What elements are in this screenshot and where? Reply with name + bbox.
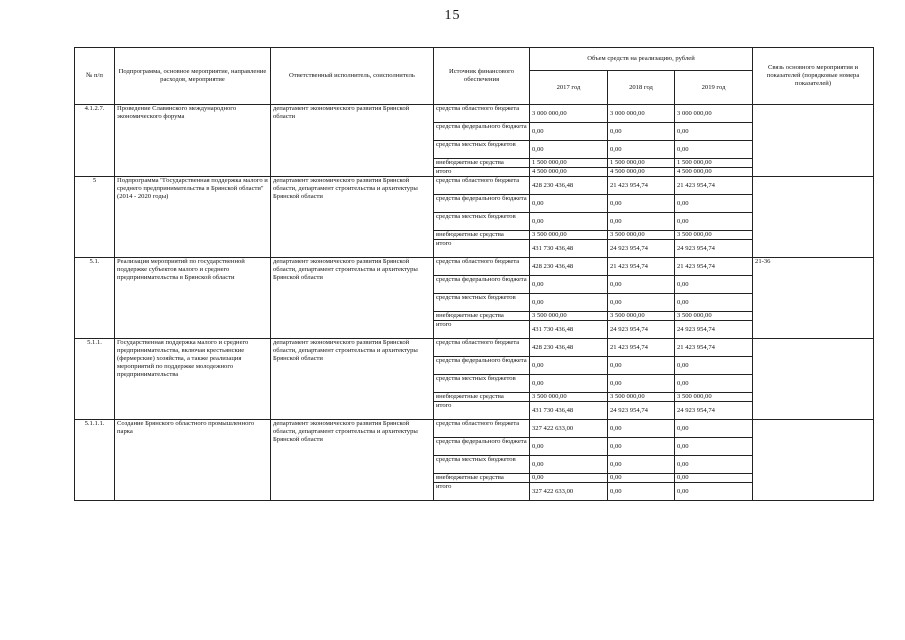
value-2018: 0,00 bbox=[608, 195, 675, 213]
value-2018: 24 923 954,74 bbox=[608, 402, 675, 420]
row-source: средства областного бюджета bbox=[434, 420, 530, 438]
value-2017: 327 422 633,00 bbox=[530, 483, 608, 501]
value-2018: 0,00 bbox=[608, 456, 675, 474]
header-source: Источник финансового обеспечения bbox=[434, 48, 530, 105]
value-2017: 0,00 bbox=[530, 438, 608, 456]
value-2019: 0,00 bbox=[675, 420, 753, 438]
value-2017: 428 230 436,48 bbox=[530, 177, 608, 195]
value-2017: 431 730 436,48 bbox=[530, 402, 608, 420]
value-2019: 0,00 bbox=[675, 213, 753, 231]
value-2017: 0,00 bbox=[530, 357, 608, 375]
row-source: внебюджетные средства bbox=[434, 231, 530, 240]
value-2017: 3 500 000,00 bbox=[530, 393, 608, 402]
value-2018: 0,00 bbox=[608, 294, 675, 312]
row-source: итого bbox=[434, 321, 530, 339]
value-2019: 0,00 bbox=[675, 438, 753, 456]
value-2019: 21 423 954,74 bbox=[675, 258, 753, 276]
value-2018: 0,00 bbox=[608, 357, 675, 375]
value-2019: 0,00 bbox=[675, 141, 753, 159]
row-name: Подпрограмма "Государственная поддержка малого и среднего предпринимательства в Брянской области" (2014 - 2020 годы) bbox=[115, 177, 271, 258]
row-number: 5.1. bbox=[75, 258, 115, 339]
value-2019: 3 500 000,00 bbox=[675, 393, 753, 402]
value-2018: 21 423 954,74 bbox=[608, 339, 675, 357]
row-source: средства федерального бюджета bbox=[434, 195, 530, 213]
value-2019: 0,00 bbox=[675, 375, 753, 393]
row-link bbox=[753, 339, 874, 420]
row-source: итого bbox=[434, 483, 530, 501]
value-2018: 3 500 000,00 bbox=[608, 393, 675, 402]
value-2017: 428 230 436,48 bbox=[530, 339, 608, 357]
row-source: средства областного бюджета bbox=[434, 177, 530, 195]
header-year-2018: 2018 год bbox=[608, 71, 675, 105]
value-2019: 3 500 000,00 bbox=[675, 312, 753, 321]
header-link: Связь основного мероприятия и показателей (порядковые номера показателей) bbox=[753, 48, 874, 105]
row-source: итого bbox=[434, 168, 530, 177]
row-source: средства местных бюджетов bbox=[434, 213, 530, 231]
row-source: средства местных бюджетов bbox=[434, 375, 530, 393]
value-2018: 24 923 954,74 bbox=[608, 240, 675, 258]
value-2018: 0,00 bbox=[608, 375, 675, 393]
value-2019: 24 923 954,74 bbox=[675, 321, 753, 339]
value-2017: 327 422 633,00 bbox=[530, 420, 608, 438]
value-2017: 0,00 bbox=[530, 276, 608, 294]
value-2017: 3 000 000,00 bbox=[530, 105, 608, 123]
row-executor: департамент экономического развития Брянской области, департамент строительства и архитектуры Брянской области bbox=[271, 339, 434, 420]
row-source: средства областного бюджета bbox=[434, 105, 530, 123]
row-source: средства местных бюджетов bbox=[434, 294, 530, 312]
value-2018: 21 423 954,74 bbox=[608, 258, 675, 276]
value-2018: 4 500 000,00 bbox=[608, 168, 675, 177]
header-executor: Ответственный исполнитель, соисполнитель bbox=[271, 48, 434, 105]
table-row bbox=[75, 339, 874, 357]
value-2017: 431 730 436,48 bbox=[530, 321, 608, 339]
row-name: Создание Брянского областного промышленного парка bbox=[115, 420, 271, 501]
row-number: 4.1.2.7. bbox=[75, 105, 115, 177]
value-2018: 0,00 bbox=[608, 420, 675, 438]
value-2017: 431 730 436,48 bbox=[530, 240, 608, 258]
row-link bbox=[753, 420, 874, 501]
row-source: средства федерального бюджета bbox=[434, 276, 530, 294]
value-2018: 0,00 bbox=[608, 213, 675, 231]
header-subprogram: Подпрограмма, основное мероприятие, направление расходов, мероприятие bbox=[115, 48, 271, 105]
row-executor: департамент экономического развития Брянской области bbox=[271, 105, 434, 177]
table-row bbox=[75, 177, 874, 195]
row-source: средства областного бюджета bbox=[434, 339, 530, 357]
header-volume: Объем средств на реализацию, рублей bbox=[530, 48, 753, 71]
value-2019: 24 923 954,74 bbox=[675, 402, 753, 420]
value-2018: 0,00 bbox=[608, 483, 675, 501]
value-2017: 0,00 bbox=[530, 141, 608, 159]
row-link bbox=[753, 177, 874, 258]
row-name: Государственная поддержка малого и среднего предпринимательства, включая крестьянские (фермерские) хозяйства, а также реализация мероприятий по поддержке молодежного предпринимательства bbox=[115, 339, 271, 420]
value-2018: 3 000 000,00 bbox=[608, 105, 675, 123]
value-2018: 0,00 bbox=[608, 474, 675, 483]
value-2018: 0,00 bbox=[608, 276, 675, 294]
row-source: внебюджетные средства bbox=[434, 474, 530, 483]
page-number: 15 bbox=[444, 8, 461, 23]
value-2019: 21 423 954,74 bbox=[675, 177, 753, 195]
value-2019: 1 500 000,00 bbox=[675, 159, 753, 168]
row-link: 21-36 bbox=[753, 258, 874, 339]
value-2018: 21 423 954,74 bbox=[608, 177, 675, 195]
row-number: 5.1.1.1. bbox=[75, 420, 115, 501]
row-source: средства федерального бюджета bbox=[434, 123, 530, 141]
value-2019: 0,00 bbox=[675, 195, 753, 213]
row-source: внебюджетные средства bbox=[434, 393, 530, 402]
value-2017: 0,00 bbox=[530, 213, 608, 231]
table-body bbox=[75, 105, 874, 501]
value-2019: 3 000 000,00 bbox=[675, 105, 753, 123]
row-source: средства местных бюджетов bbox=[434, 456, 530, 474]
value-2019: 0,00 bbox=[675, 123, 753, 141]
value-2017: 0,00 bbox=[530, 195, 608, 213]
table-row bbox=[75, 258, 874, 276]
value-2018: 0,00 bbox=[608, 438, 675, 456]
row-source: средства областного бюджета bbox=[434, 258, 530, 276]
row-link bbox=[753, 105, 874, 177]
row-name: Реализация мероприятий по государственной поддержке субъектов малого и среднего предпринимательства в Брянской области bbox=[115, 258, 271, 339]
value-2019: 3 500 000,00 bbox=[675, 231, 753, 240]
value-2018: 0,00 bbox=[608, 123, 675, 141]
row-number: 5 bbox=[75, 177, 115, 258]
value-2019: 0,00 bbox=[675, 456, 753, 474]
value-2018: 0,00 bbox=[608, 141, 675, 159]
row-source: средства местных бюджетов bbox=[434, 141, 530, 159]
row-executor: департамент экономического развития Брянской области, департамент строительства и архитектуры Брянской области bbox=[271, 177, 434, 258]
table-row bbox=[75, 420, 874, 438]
header-number: № п/п bbox=[75, 48, 115, 105]
value-2017: 0,00 bbox=[530, 456, 608, 474]
value-2019: 0,00 bbox=[675, 294, 753, 312]
row-source: итого bbox=[434, 402, 530, 420]
value-2017: 0,00 bbox=[530, 294, 608, 312]
row-source: итого bbox=[434, 240, 530, 258]
financing-table bbox=[74, 47, 874, 501]
value-2017: 3 500 000,00 bbox=[530, 312, 608, 321]
value-2018: 24 923 954,74 bbox=[608, 321, 675, 339]
value-2018: 3 500 000,00 bbox=[608, 312, 675, 321]
row-source: средства федерального бюджета bbox=[434, 357, 530, 375]
value-2019: 0,00 bbox=[675, 276, 753, 294]
value-2017: 428 230 436,48 bbox=[530, 258, 608, 276]
value-2019: 0,00 bbox=[675, 483, 753, 501]
row-source: средства федерального бюджета bbox=[434, 438, 530, 456]
value-2017: 4 500 000,00 bbox=[530, 168, 608, 177]
row-executor: департамент экономического развития Брянской области, департамент строительства и архитектуры Брянской области bbox=[271, 258, 434, 339]
value-2019: 0,00 bbox=[675, 357, 753, 375]
value-2017: 1 500 000,00 bbox=[530, 159, 608, 168]
value-2017: 0,00 bbox=[530, 123, 608, 141]
row-name: Проведение Славянского международного экономического форума bbox=[115, 105, 271, 177]
table-row bbox=[75, 105, 874, 123]
value-2019: 21 423 954,74 bbox=[675, 339, 753, 357]
row-source: внебюджетные средства bbox=[434, 312, 530, 321]
value-2019: 4 500 000,00 bbox=[675, 168, 753, 177]
value-2019: 24 923 954,74 bbox=[675, 240, 753, 258]
header-year-2017: 2017 год bbox=[530, 71, 608, 105]
row-executor: департамент экономического развития Брянской области, департамент строительства и архитектуры Брянской области bbox=[271, 420, 434, 501]
value-2019: 0,00 bbox=[675, 474, 753, 483]
value-2018: 1 500 000,00 bbox=[608, 159, 675, 168]
value-2017: 0,00 bbox=[530, 474, 608, 483]
value-2018: 3 500 000,00 bbox=[608, 231, 675, 240]
row-source: внебюджетные средства bbox=[434, 159, 530, 168]
row-number: 5.1.1. bbox=[75, 339, 115, 420]
value-2017: 0,00 bbox=[530, 375, 608, 393]
value-2017: 3 500 000,00 bbox=[530, 231, 608, 240]
header-year-2019: 2019 год bbox=[675, 71, 753, 105]
